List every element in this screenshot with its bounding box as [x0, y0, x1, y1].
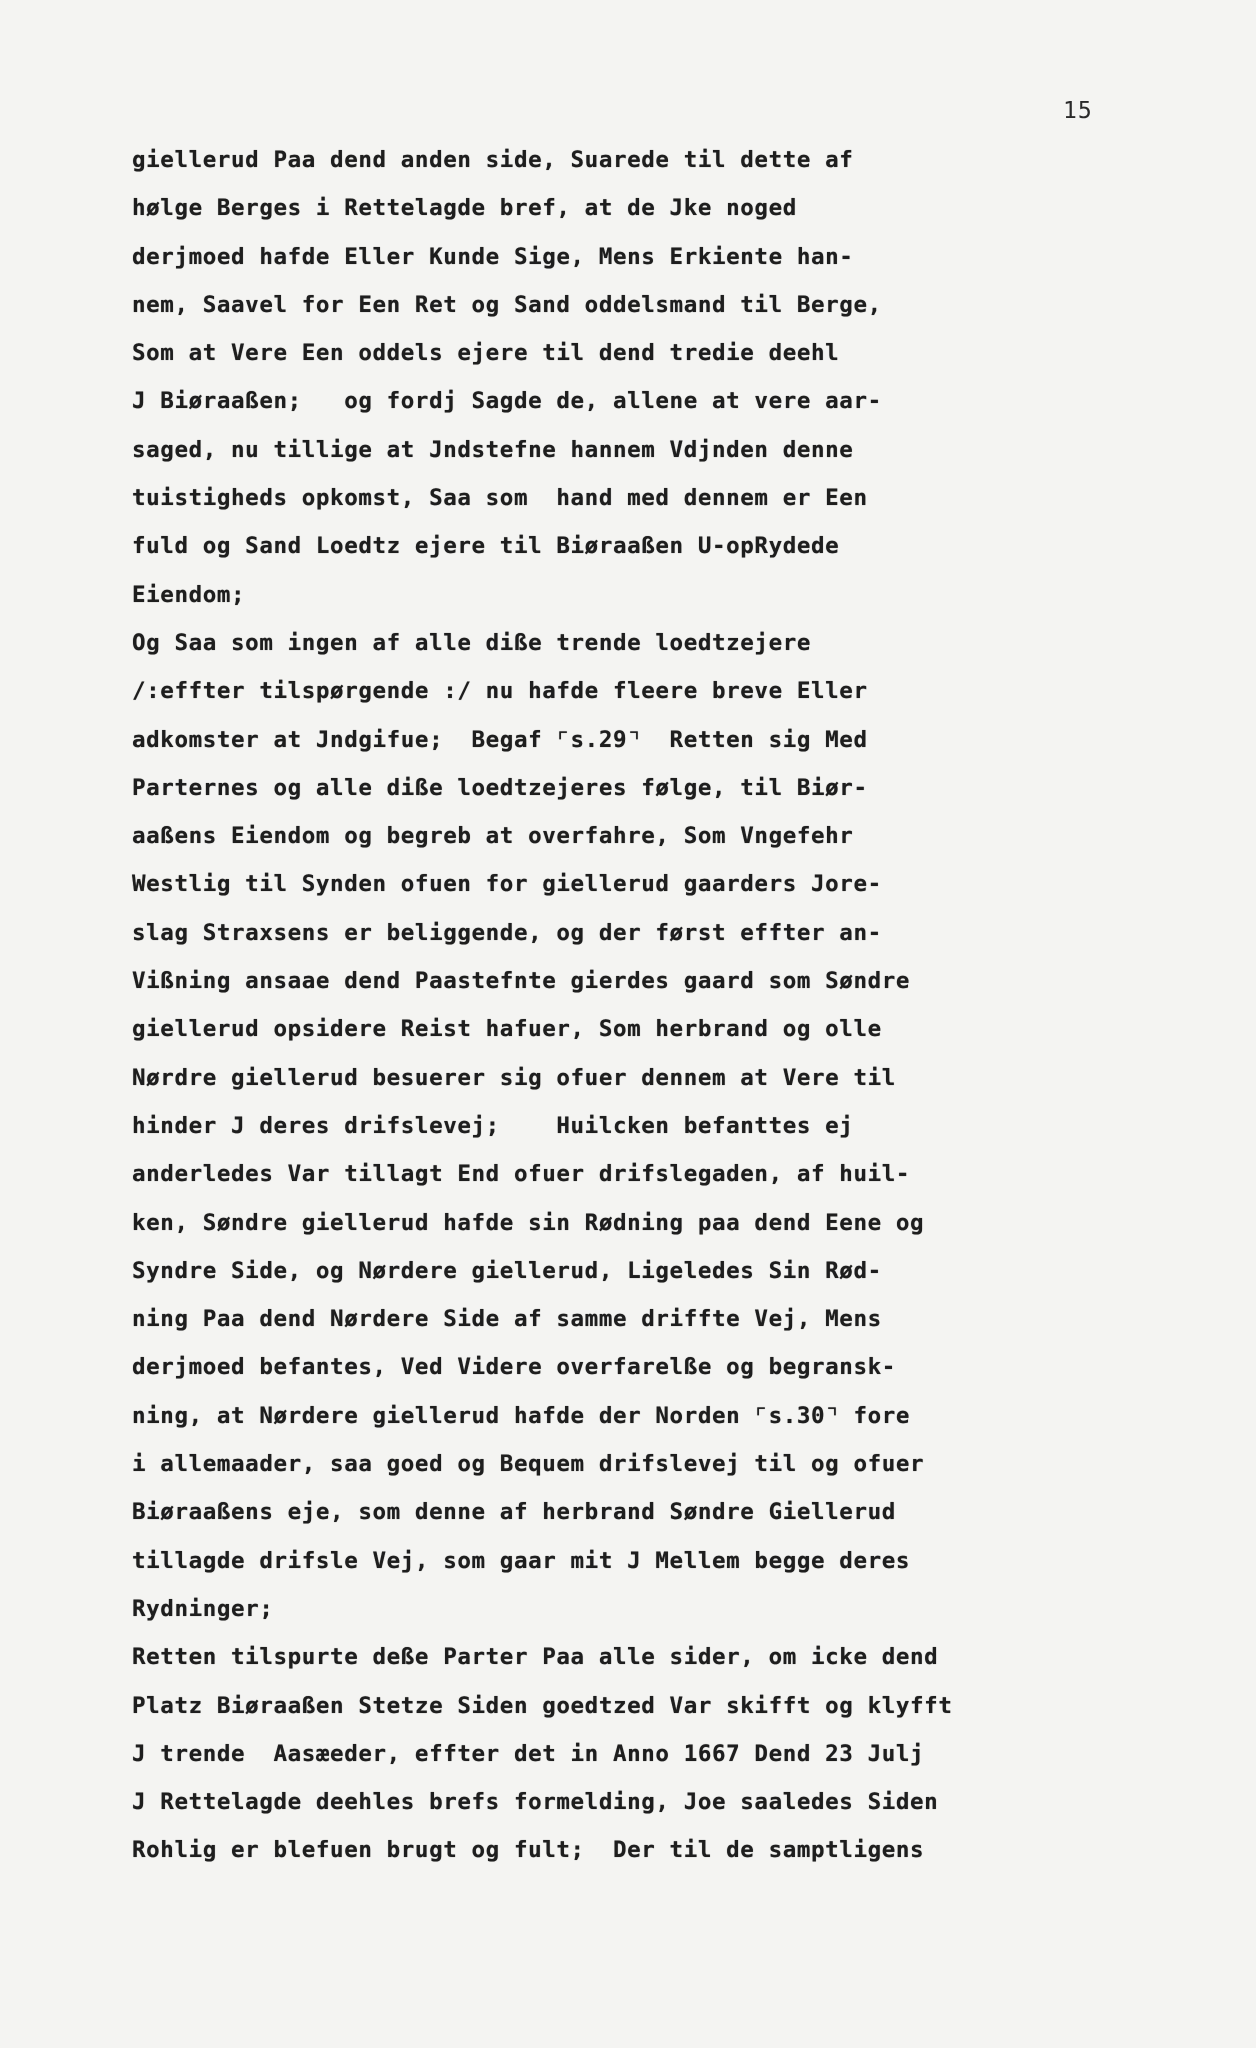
- typed-text-body: [132, 136, 1112, 1875]
- text-line: tillagde drifsle Vej, som gaar mit J Mellem begge deres: [132, 1547, 911, 1574]
- text-line: Rydninger;: [132, 1595, 274, 1622]
- text-line: Syndre Side, og Nørdere giellerud, Ligeledes Sin Rød-: [132, 1257, 882, 1284]
- text-line: ken, Søndre giellerud hafde sin Rødning paa dend Eene og: [132, 1209, 925, 1236]
- text-line: J Biøraaßen; og fordj Sagde de, allene at vere aar-: [132, 388, 882, 415]
- text-line: J trende Aasæeder, effter det in Anno 1667 Dend 23 Julj: [132, 1740, 925, 1767]
- text-line: Parternes og alle diße loedtzejeres følge, til Biør-: [132, 774, 868, 801]
- text-line: derjmoed befantes, Ved Videre overfarelße og begransk-: [132, 1354, 896, 1381]
- text-line: Og Saa som ingen af alle diße trende loedtzejere: [132, 629, 812, 656]
- text-line: fuld og Sand Loedtz ejere til Biøraaßen U-opRydede: [132, 533, 840, 560]
- text-line: Eiendom;: [132, 581, 246, 608]
- text-line: hinder J deres drifslevej; Huilcken befanttes ej: [132, 1112, 854, 1139]
- text-line: giellerud Paa dend anden side, Suarede til dette af: [132, 147, 854, 173]
- text-line: Biøraaßens eje, som denne af herbrand Søndre Giellerud: [132, 1499, 896, 1526]
- text-line: Som at Vere Een oddels ejere til dend tredie deehl: [132, 340, 840, 367]
- text-line: Nørdre giellerud besuerer sig ofuer dennem at Vere til: [132, 1064, 896, 1091]
- text-line: ning Paa dend Nørdere Side af samme driffte Vej, Mens: [132, 1306, 882, 1333]
- text-line: slag Straxsens er beliggende, og der først effter an-: [132, 919, 882, 946]
- text-line: anderledes Var tillagt End ofuer drifslegaden, af huil-: [132, 1161, 911, 1188]
- text-line: i allemaader, saa goed og Bequem drifslevej til og ofuer: [132, 1451, 925, 1478]
- text-line: /:effter tilspørgende :/ nu hafde fleere breve Eller: [132, 678, 868, 705]
- text-line: derjmoed hafde Eller Kunde Sige, Mens Erkiente han-: [132, 243, 854, 270]
- text-line: nem, Saavel for Een Ret og Sand oddelsmand til Berge,: [132, 291, 882, 318]
- text-line: J Rettelagde deehles brefs formelding, Joe saaledes Siden: [132, 1789, 939, 1816]
- text-line: adkomster at Jndgifue; Begaf ⌜s.29⌝ Retten sig Med: [132, 726, 868, 753]
- text-line: Retten tilspurte deße Parter Paa alle sider, om icke dend: [132, 1644, 939, 1671]
- text-line: Platz Biøraaßen Stetze Siden goedtzed Var skifft og klyfft: [132, 1692, 953, 1719]
- text-line: Rohlig er blefuen brugt og fult; Der til de samptligens: [132, 1837, 925, 1864]
- text-line: Vißning ansaae dend Paastefnte gierdes gaard som Søndre: [132, 968, 911, 995]
- text-line: aaßens Eiendom og begreb at overfahre, Som Vngefehr: [132, 823, 854, 850]
- text-line: giellerud opsidere Reist hafuer, Som herbrand og olle: [132, 1016, 882, 1043]
- page-number: 15: [1063, 98, 1093, 124]
- text-line: Westlig til Synden ofuen for giellerud gaarders Jore-: [132, 871, 882, 898]
- text-line: tuistigheds opkomst, Saa som hand med dennem er Een: [132, 485, 868, 512]
- text-line: hølge Berges i Rettelagde bref, at de Jke noged: [132, 195, 797, 222]
- text-line: ning, at Nørdere giellerud hafde der Norden ⌜s.30⌝ fore: [132, 1402, 911, 1429]
- text-line: saged, nu tillige at Jndstefne hannem Vdjnden denne: [132, 436, 854, 463]
